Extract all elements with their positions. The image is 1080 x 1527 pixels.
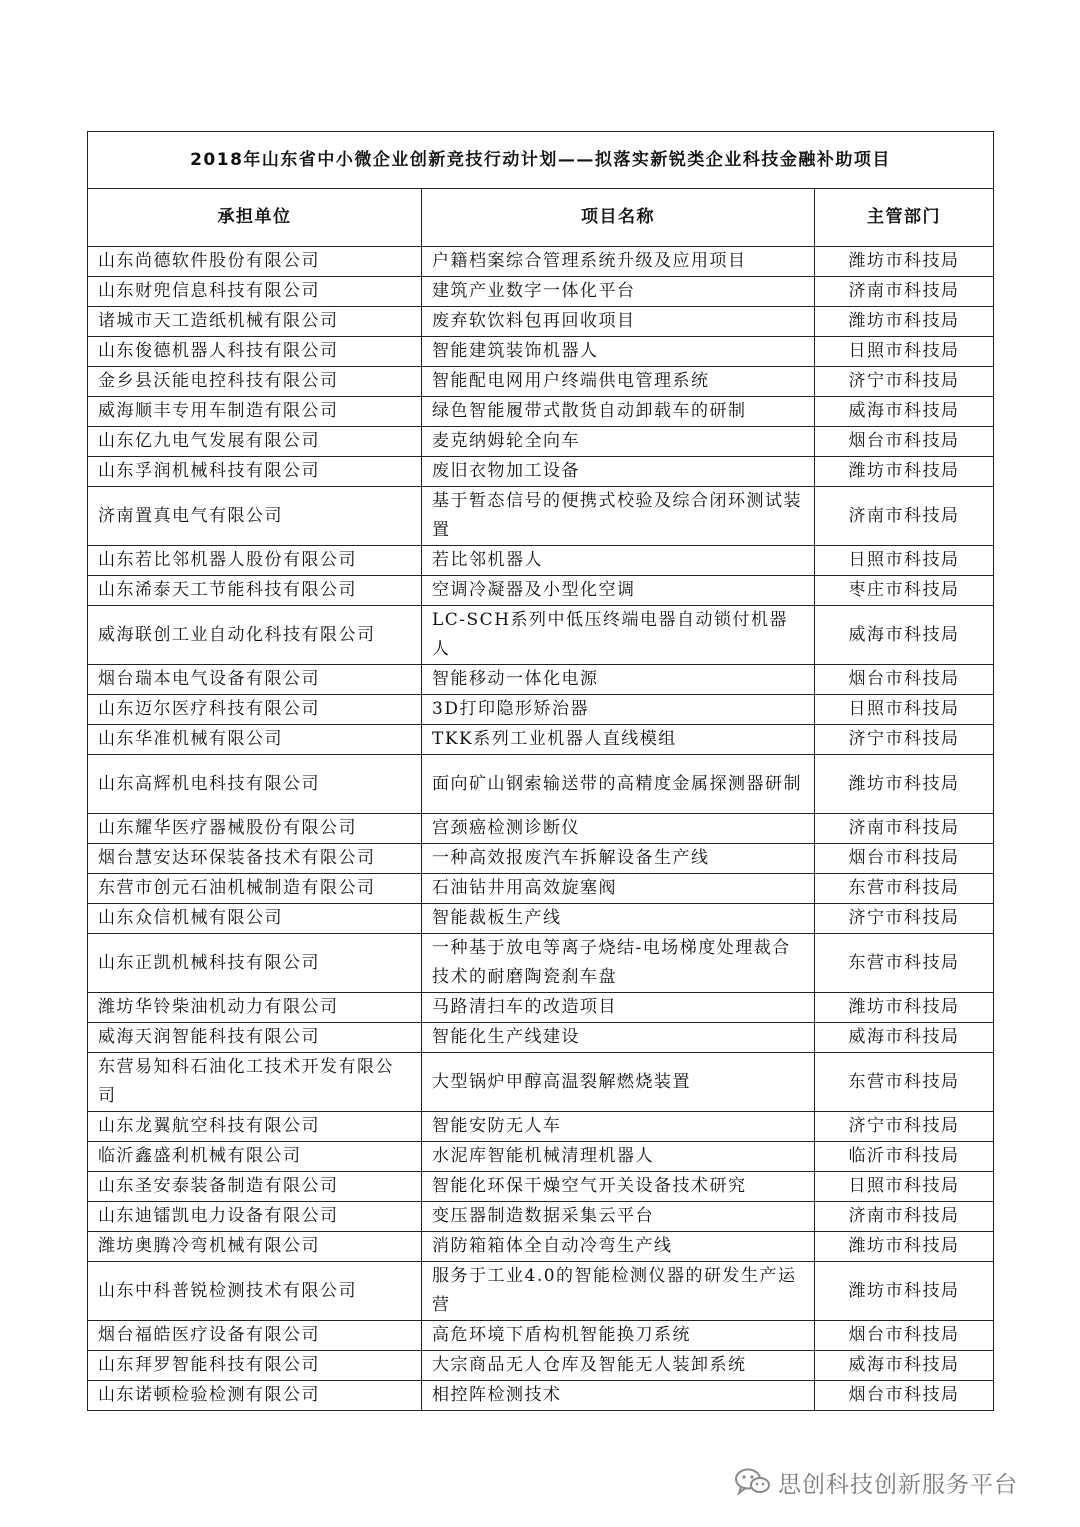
cell-unit: 山东迪镭凯电力设备有限公司 (88, 1202, 422, 1232)
cell-project: 一种高效报废汽车拆解设备生产线 (422, 844, 815, 874)
table-row (88, 844, 994, 874)
cell-project: 大宗商品无人仓库及智能无人装卸系统 (422, 1351, 815, 1381)
wechat-icon (734, 1467, 772, 1497)
table-row (88, 397, 994, 427)
cell-unit: 威海顺丰专用车制造有限公司 (88, 397, 422, 427)
cell-unit: 山东浠泰天工节能科技有限公司 (88, 576, 422, 606)
table-row (88, 546, 994, 576)
table-row (88, 1232, 994, 1262)
cell-unit: 诸城市天工造纸机械有限公司 (88, 307, 422, 337)
cell-project: 废弃软饮料包再回收项目 (422, 307, 815, 337)
table-row (88, 1381, 994, 1411)
table-row (88, 814, 994, 844)
cell-dept: 日照市科技局 (815, 546, 994, 576)
table-row (88, 934, 994, 993)
cell-dept: 潍坊市科技局 (815, 993, 994, 1023)
cell-unit: 山东若比邻机器人股份有限公司 (88, 546, 422, 576)
cell-dept: 济南市科技局 (815, 814, 994, 844)
cell-unit: 金乡县沃能电控科技有限公司 (88, 367, 422, 397)
cell-unit: 山东圣安泰装备制造有限公司 (88, 1172, 422, 1202)
cell-dept: 潍坊市科技局 (815, 1232, 994, 1262)
cell-dept: 威海市科技局 (815, 1023, 994, 1053)
cell-project: 服务于工业4.0的智能检测仪器的研发生产运营 (422, 1262, 815, 1321)
cell-dept: 济宁市科技局 (815, 904, 994, 934)
cell-unit: 东营易知科石油化工技术开发有限公司 (88, 1053, 422, 1112)
cell-unit: 山东众信机械有限公司 (88, 904, 422, 934)
cell-project: 马路清扫车的改造项目 (422, 993, 815, 1023)
table-row (88, 993, 994, 1023)
header-row (88, 189, 994, 247)
cell-unit: 潍坊华铃柴油机动力有限公司 (88, 993, 422, 1023)
cell-unit: 山东尚德软件股份有限公司 (88, 247, 422, 277)
table-row (88, 1053, 994, 1112)
cell-dept: 威海市科技局 (815, 1351, 994, 1381)
table-row (88, 1172, 994, 1202)
cell-dept: 日照市科技局 (815, 1172, 994, 1202)
cell-unit: 山东正凯机械科技有限公司 (88, 934, 422, 993)
cell-dept: 枣庄市科技局 (815, 576, 994, 606)
cell-dept: 东营市科技局 (815, 934, 994, 993)
cell-unit: 山东龙翼航空科技有限公司 (88, 1112, 422, 1142)
title-row (88, 132, 994, 189)
cell-project: 面向矿山钢索输送带的高精度金属探测器研制 (422, 755, 815, 814)
cell-dept: 潍坊市科技局 (815, 1262, 994, 1321)
table-row (88, 1112, 994, 1142)
cell-dept: 潍坊市科技局 (815, 247, 994, 277)
cell-unit: 东营市创元石油机械制造有限公司 (88, 874, 422, 904)
cell-project: 相控阵检测技术 (422, 1381, 815, 1411)
cell-dept: 临沂市科技局 (815, 1142, 994, 1172)
cell-dept: 烟台市科技局 (815, 665, 994, 695)
watermark (734, 1462, 1064, 1502)
cell-unit: 威海联创工业自动化科技有限公司 (88, 606, 422, 665)
table-row (88, 576, 994, 606)
cell-project: 户籍档案综合管理系统升级及应用项目 (422, 247, 815, 277)
cell-project: 石油钻井用高效旋塞阀 (422, 874, 815, 904)
cell-project: 建筑产业数字一体化平台 (422, 277, 815, 307)
cell-project: 若比邻机器人 (422, 546, 815, 576)
cell-unit: 山东中科普锐检测技术有限公司 (88, 1262, 422, 1321)
table-row (88, 695, 994, 725)
cell-project: 绿色智能履带式散货自动卸载车的研制 (422, 397, 815, 427)
header-unit: 承担单位 (88, 189, 422, 247)
cell-dept: 潍坊市科技局 (815, 755, 994, 814)
table-row (88, 367, 994, 397)
cell-project: 基于暂态信号的便携式校验及综合闭环测试装置 (422, 487, 815, 546)
cell-dept: 济南市科技局 (815, 1202, 994, 1232)
cell-dept: 潍坊市科技局 (815, 457, 994, 487)
cell-unit: 济南置真电气有限公司 (88, 487, 422, 546)
cell-unit: 山东诺顿检验检测有限公司 (88, 1381, 422, 1411)
table-row (88, 1142, 994, 1172)
cell-unit: 山东亿九电气发展有限公司 (88, 427, 422, 457)
cell-dept: 威海市科技局 (815, 606, 994, 665)
table-row (88, 904, 994, 934)
cell-project: 空调冷凝器及小型化空调 (422, 576, 815, 606)
cell-project: 消防箱箱体全自动冷弯生产线 (422, 1232, 815, 1262)
cell-unit: 山东华准机械有限公司 (88, 725, 422, 755)
cell-project: 水泥库智能机械清理机器人 (422, 1142, 815, 1172)
cell-unit: 临沂鑫盛利机械有限公司 (88, 1142, 422, 1172)
cell-project: 宫颈癌检测诊断仪 (422, 814, 815, 844)
cell-dept: 烟台市科技局 (815, 427, 994, 457)
cell-dept: 济宁市科技局 (815, 725, 994, 755)
cell-dept: 济南市科技局 (815, 487, 994, 546)
table-row (88, 1023, 994, 1053)
cell-project: 高危环境下盾构机智能换刀系统 (422, 1321, 815, 1351)
table-row (88, 665, 994, 695)
cell-project: TKK系列工业机器人直线模组 (422, 725, 815, 755)
cell-dept: 烟台市科技局 (815, 844, 994, 874)
project-table (87, 131, 994, 1411)
table-row (88, 755, 994, 814)
cell-unit: 山东孚润机械科技有限公司 (88, 457, 422, 487)
header-project: 项目名称 (422, 189, 815, 247)
cell-dept: 威海市科技局 (815, 397, 994, 427)
table-title: 2018年山东省中小微企业创新竞技行动计划——拟落实新锐类企业科技金融补助项目 (88, 132, 994, 189)
table-row (88, 725, 994, 755)
table-row (88, 457, 994, 487)
cell-dept: 日照市科技局 (815, 337, 994, 367)
cell-unit: 山东俊德机器人科技有限公司 (88, 337, 422, 367)
cell-project: 智能建筑装饰机器人 (422, 337, 815, 367)
table-row (88, 487, 994, 546)
table-row (88, 247, 994, 277)
cell-project: 智能化生产线建设 (422, 1023, 815, 1053)
cell-unit: 威海天润智能科技有限公司 (88, 1023, 422, 1053)
table-row (88, 337, 994, 367)
cell-unit: 烟台福皓医疗设备有限公司 (88, 1321, 422, 1351)
cell-dept: 烟台市科技局 (815, 1321, 994, 1351)
cell-unit: 潍坊奥腾冷弯机械有限公司 (88, 1232, 422, 1262)
cell-project: 智能移动一体化电源 (422, 665, 815, 695)
cell-unit: 山东财兜信息科技有限公司 (88, 277, 422, 307)
table-row (88, 277, 994, 307)
header-dept: 主管部门 (815, 189, 994, 247)
cell-project: 大型锅炉甲醇高温裂解燃烧装置 (422, 1053, 815, 1112)
table-body (88, 247, 994, 1411)
cell-unit: 山东耀华医疗器械股份有限公司 (88, 814, 422, 844)
cell-project: 一种基于放电等离子烧结-电场梯度处理裁合技术的耐磨陶瓷刹车盘 (422, 934, 815, 993)
cell-unit: 山东迈尔医疗科技有限公司 (88, 695, 422, 725)
cell-dept: 济宁市科技局 (815, 367, 994, 397)
cell-dept: 东营市科技局 (815, 874, 994, 904)
table-row (88, 1321, 994, 1351)
cell-project: 智能裁板生产线 (422, 904, 815, 934)
table-row (88, 427, 994, 457)
cell-unit: 烟台慧安达环保装备技术有限公司 (88, 844, 422, 874)
cell-dept: 东营市科技局 (815, 1053, 994, 1112)
cell-project: LC-SCH系列中低压终端电器自动锁付机器人 (422, 606, 815, 665)
table-row (88, 307, 994, 337)
table-row (88, 1351, 994, 1381)
cell-dept: 日照市科技局 (815, 695, 994, 725)
cell-project: 废旧衣物加工设备 (422, 457, 815, 487)
cell-dept: 潍坊市科技局 (815, 307, 994, 337)
cell-project: 智能安防无人车 (422, 1112, 815, 1142)
cell-dept: 济南市科技局 (815, 277, 994, 307)
cell-project: 3D打印隐形矫治器 (422, 695, 815, 725)
watermark-text: 思创科技创新服务平台 (778, 1471, 1018, 1498)
table-row (88, 1202, 994, 1232)
cell-unit: 山东拜罗智能科技有限公司 (88, 1351, 422, 1381)
cell-project: 麦克纳姆轮全向车 (422, 427, 815, 457)
cell-project: 智能化环保干燥空气开关设备技术研究 (422, 1172, 815, 1202)
table-row (88, 1262, 994, 1321)
cell-dept: 济宁市科技局 (815, 1112, 994, 1142)
table-row (88, 606, 994, 665)
cell-dept: 烟台市科技局 (815, 1381, 994, 1411)
cell-unit: 山东高辉机电科技有限公司 (88, 755, 422, 814)
cell-project: 变压器制造数据采集云平台 (422, 1202, 815, 1232)
cell-unit: 烟台瑞本电气设备有限公司 (88, 665, 422, 695)
cell-project: 智能配电网用户终端供电管理系统 (422, 367, 815, 397)
table-row (88, 874, 994, 904)
